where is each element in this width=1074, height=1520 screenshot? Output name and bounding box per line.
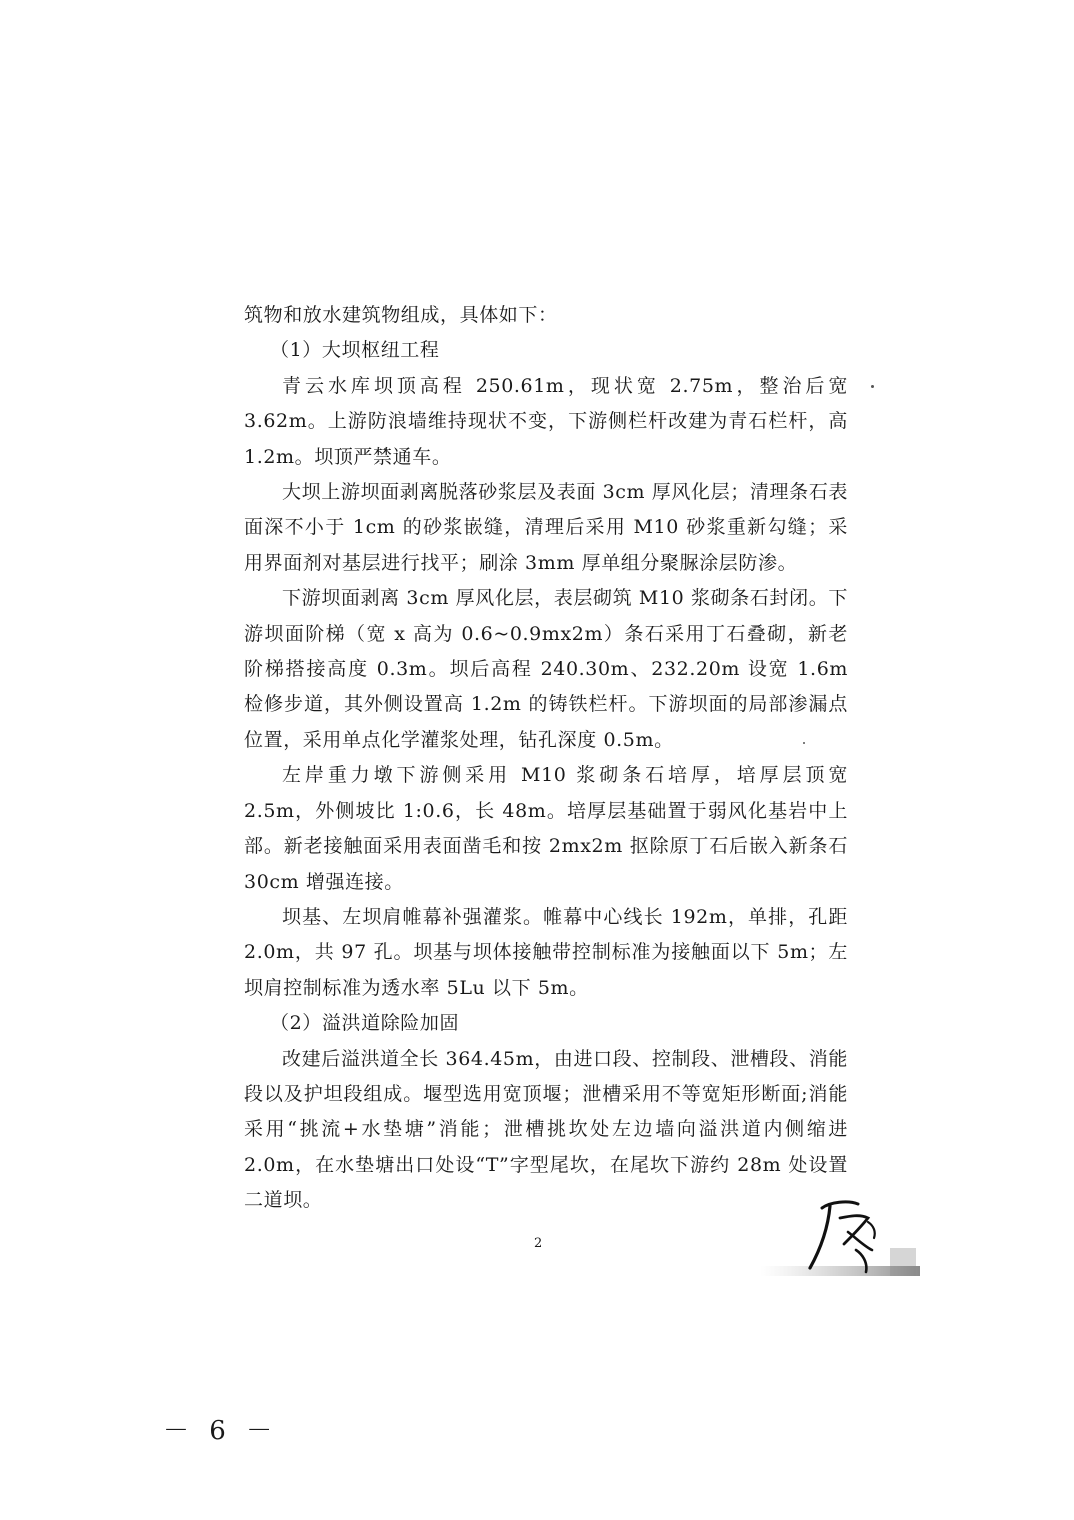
- paragraph-left-bank-pier: 左岸重力墩下游侧采用 M10 浆砌条石培厚，培厚层顶宽 2.5m，外侧坡比 1:0.6，长 48m。培厚层基础置于弱风化基岩中上部。新老接触面采用表面凿毛和按 2mx2m 抠除原丁石后嵌入新条石 30cm 增强连接。: [244, 764, 848, 893]
- paragraph-dam-crest: 青云水库坝顶高程 250.61m，现状宽 2.75m，整治后宽 3.62m。上游防浪墙维持现状不变，下游侧栏杆改建为青石栏杆，高 1.2m。坝顶严禁通车。: [244, 374, 848, 468]
- paragraph-downstream-face: 下游坝面剥离 3cm 厚风化层，表层砌筑 M10 浆砌条石封闭。下游坝面阶梯（宽 x 高为 0.6~0.9mx2m）条石采用丁石叠砌，新老阶梯搭接高度 0.3m。坝后高程 240.30m、232.20m 设宽 1.6m 检修步道，其外侧设置高 1.2m 的铸铁栏杆。下游坝面的局部渗漏点位置，采用单点化学灌浆处理，钻孔深度 0.5m。: [244, 587, 848, 751]
- scan-speck: [871, 385, 874, 388]
- body-text: [244, 298, 848, 1219]
- paragraph-spillway: 改建后溢洪道全长 364.45m，由进口段、控制段、泄槽段、消能段以及护坦段组成。堰型选用宽顶堰；泄槽采用不等宽矩形断面;消能采用“挑流+水垫塘”消能；泄槽挑坎处左边墙向溢洪道内侧缩进 2.0m，在水垫塘出口处设“T”字型尾坎，在尾坎下游约 28m 处设置二道坝。: [244, 1047, 848, 1212]
- paragraph-curtain-grouting: 坝基、左坝肩帷幕补强灌浆。帷幕中心线长 192m，单排，孔距 2.0m，共 97 孔。坝基与坝体接触带控制标准为接触面以下 5m；左坝肩控制标准为透水率 5Lu 以下 5m。: [244, 905, 848, 999]
- section-heading-dam-hub: （1）大坝枢纽工程: [270, 339, 440, 362]
- paragraph-continuation: 筑物和放水建筑物组成，具体如下：: [244, 304, 558, 326]
- handwritten-signature: [760, 1192, 920, 1282]
- section-heading-spillway: （2）溢洪道除险加固: [270, 1012, 460, 1035]
- outer-page-number: － 6 －: [163, 1416, 279, 1446]
- paragraph-upstream-face: 大坝上游坝面剥离脱落砂浆层及表面 3cm 厚风化层；清理条石表面深不小于 1cm 的砂浆嵌缝，清理后采用 M10 砂浆重新勾缝；采用界面剂对基层进行找平；刷涂 3mm 厚单组分聚脲涂层防渗。: [244, 481, 848, 574]
- inner-page-number: 2: [534, 1236, 543, 1251]
